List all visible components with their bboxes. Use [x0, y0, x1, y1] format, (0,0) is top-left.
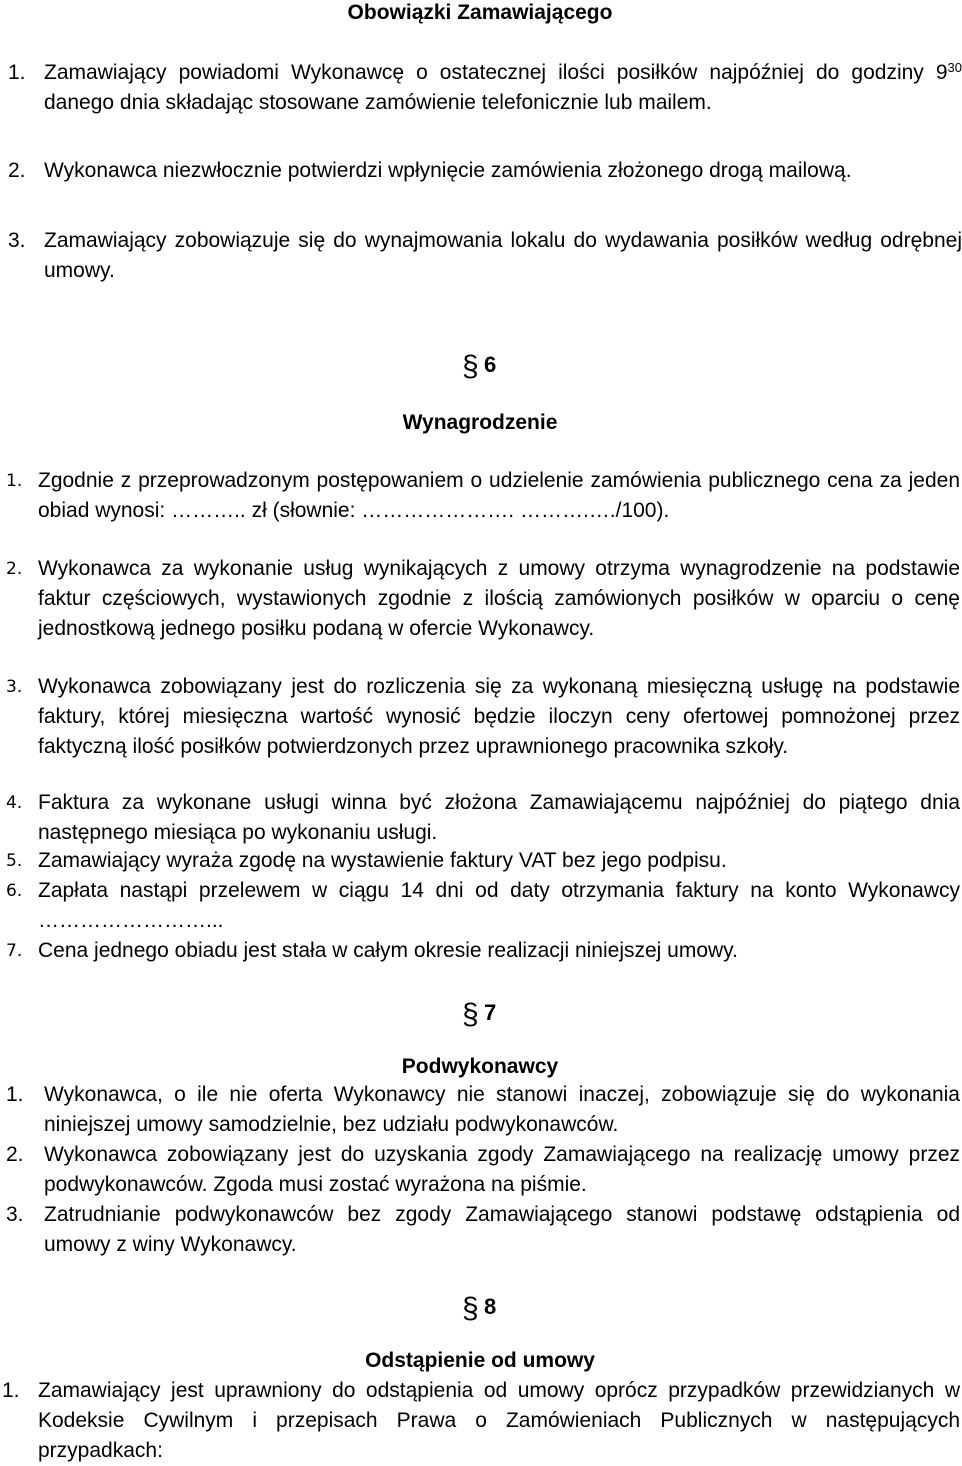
list-item: [6, 788, 960, 848]
section-number: 8: [484, 1294, 497, 1319]
list-item-text: Zamawiający wyraża zgodę na wystawienie faktury VAT bez jego podpisu.: [38, 849, 727, 872]
superscript-minutes: 30: [947, 60, 962, 75]
list-item-number: 7.: [6, 941, 23, 961]
paragraph-sign: §: [462, 998, 479, 1031]
list-item-text: Zamawiający jest uprawniony do odstąpienia od umowy oprócz przypadków przewidzianych w Kodeksie Cywilnym i przepisach Prawa o Zamówieniach Publicznych w następujących przypadkach:: [38, 1379, 960, 1462]
paragraph-sign: §: [462, 350, 479, 383]
list-item-number: 1.: [2, 1379, 20, 1402]
list-item-number: 1.: [6, 471, 23, 491]
list-item-number: 5.: [6, 851, 23, 871]
list-item: [6, 554, 960, 644]
section-title-odstapienie: Odstąpienie od umowy: [365, 1349, 595, 1372]
list-item-number: 3.: [6, 677, 23, 697]
list-item-number: 2.: [6, 559, 23, 579]
list-item-number: 2.: [6, 1143, 24, 1166]
section-number: 7: [484, 1000, 497, 1025]
list-item-number: 3.: [8, 229, 26, 252]
list-item: [8, 58, 962, 118]
list-item: [6, 466, 960, 526]
section-title-wynagrodzenie: Wynagrodzenie: [402, 411, 558, 434]
list-item: [8, 226, 962, 286]
list-item-number: 2.: [8, 159, 26, 182]
list-item-number: 6.: [6, 881, 23, 901]
list-item-text: Wykonawca za wykonanie usług wynikających z umowy otrzyma wynagrodzenie na podstawie faktur częściowych, wystawionych zgodnie z ilością zamówionych posiłków w oparciu o cenę jednostkową jednego posiłku podaną w ofercie Wykonawcy.: [38, 557, 960, 640]
section-6-header: [458, 346, 518, 386]
list-item-text: Zamawiający zobowiązuje się do wynajmowania lokalu do wydawania posiłków według odrębnej umowy.: [44, 229, 962, 282]
list-item-number: 1.: [8, 61, 26, 84]
list-item: [6, 936, 960, 966]
list-item: [6, 1140, 960, 1200]
list-item-number: 1.: [6, 1083, 24, 1106]
section-title-podwykonawcy: Podwykonawcy: [401, 1055, 559, 1078]
list-item: [6, 1080, 960, 1140]
list-item-text: Zapłata nastąpi przelewem w ciągu 14 dni od daty otrzymania faktury na konto Wykonawcy ……………………...: [38, 879, 960, 932]
paragraph-sign: §: [462, 1292, 479, 1325]
list-item-text: Zgodnie z przeprowadzonym postępowaniem o udzielenie zamówienia publicznego cena za jeden obiad wynosi: ……….. zł (słownie: …………………. ……….…./100).: [38, 469, 960, 522]
list-item-text: Wykonawca zobowiązany jest do uzyskania zgody Zamawiającego na realizację umowy przez podwykonawców. Zgoda musi zostać wyrażona na piśmie.: [44, 1143, 960, 1196]
list-item-text: Wykonawca niezwłocznie potwierdzi wpłynięcie zamówienia złożonego drogą mailową.: [44, 159, 852, 182]
list-item: [8, 156, 962, 186]
list-item-text: Wykonawca zobowiązany jest do rozliczenia się za wykonaną miesięczną usługę na podstawie faktury, której miesięczna wartość wynosić będzie iloczyn ceny ofertowej pomnożonej przez faktyczną ilość posiłków potwierdzonych przez uprawnionego pracownika szkoły.: [38, 675, 960, 758]
list-item: [6, 846, 960, 876]
list-item-number: 3.: [6, 1203, 24, 1226]
list-item-text: Wykonawca, o ile nie oferta Wykonawcy nie stanowi inaczej, zobowiązuje się do wykonania niniejszej umowy samodzielnie, bez udziału podwykonawców.: [44, 1083, 960, 1136]
list-item-text: Zamawiający powiadomi Wykonawcę o ostatecznej ilości posiłków najpóźniej do godziny $9^{30}$ danego dnia składając stosowane zamówienie telefonicznie lub mailem.: [44, 60, 962, 114]
list-item: [6, 672, 960, 762]
section-8-header: [458, 1288, 518, 1328]
list-item: [6, 876, 960, 936]
list-item-text: Zatrudnianie podwykonawców bez zgody Zamawiającego stanowi podstawę odstąpienia od umowy z winy Wykonawcy.: [44, 1203, 960, 1256]
section-7-header: [458, 994, 518, 1034]
list-item-text: Cena jednego obiadu jest stała w całym okresie realizacji niniejszej umowy.: [38, 939, 738, 962]
list-item: [6, 1200, 960, 1260]
section-number: 6: [484, 352, 497, 377]
section-title-obowiazki: Obowiązki Zamawiającego: [347, 1, 613, 24]
list-item-text: Faktura za wykonane usługi winna być złożona Zamawiającemu najpóźniej do piątego dnia następnego miesiąca po wykonaniu usługi.: [38, 791, 960, 844]
list-item-number: 4.: [6, 793, 23, 813]
list-item: [2, 1376, 960, 1466]
